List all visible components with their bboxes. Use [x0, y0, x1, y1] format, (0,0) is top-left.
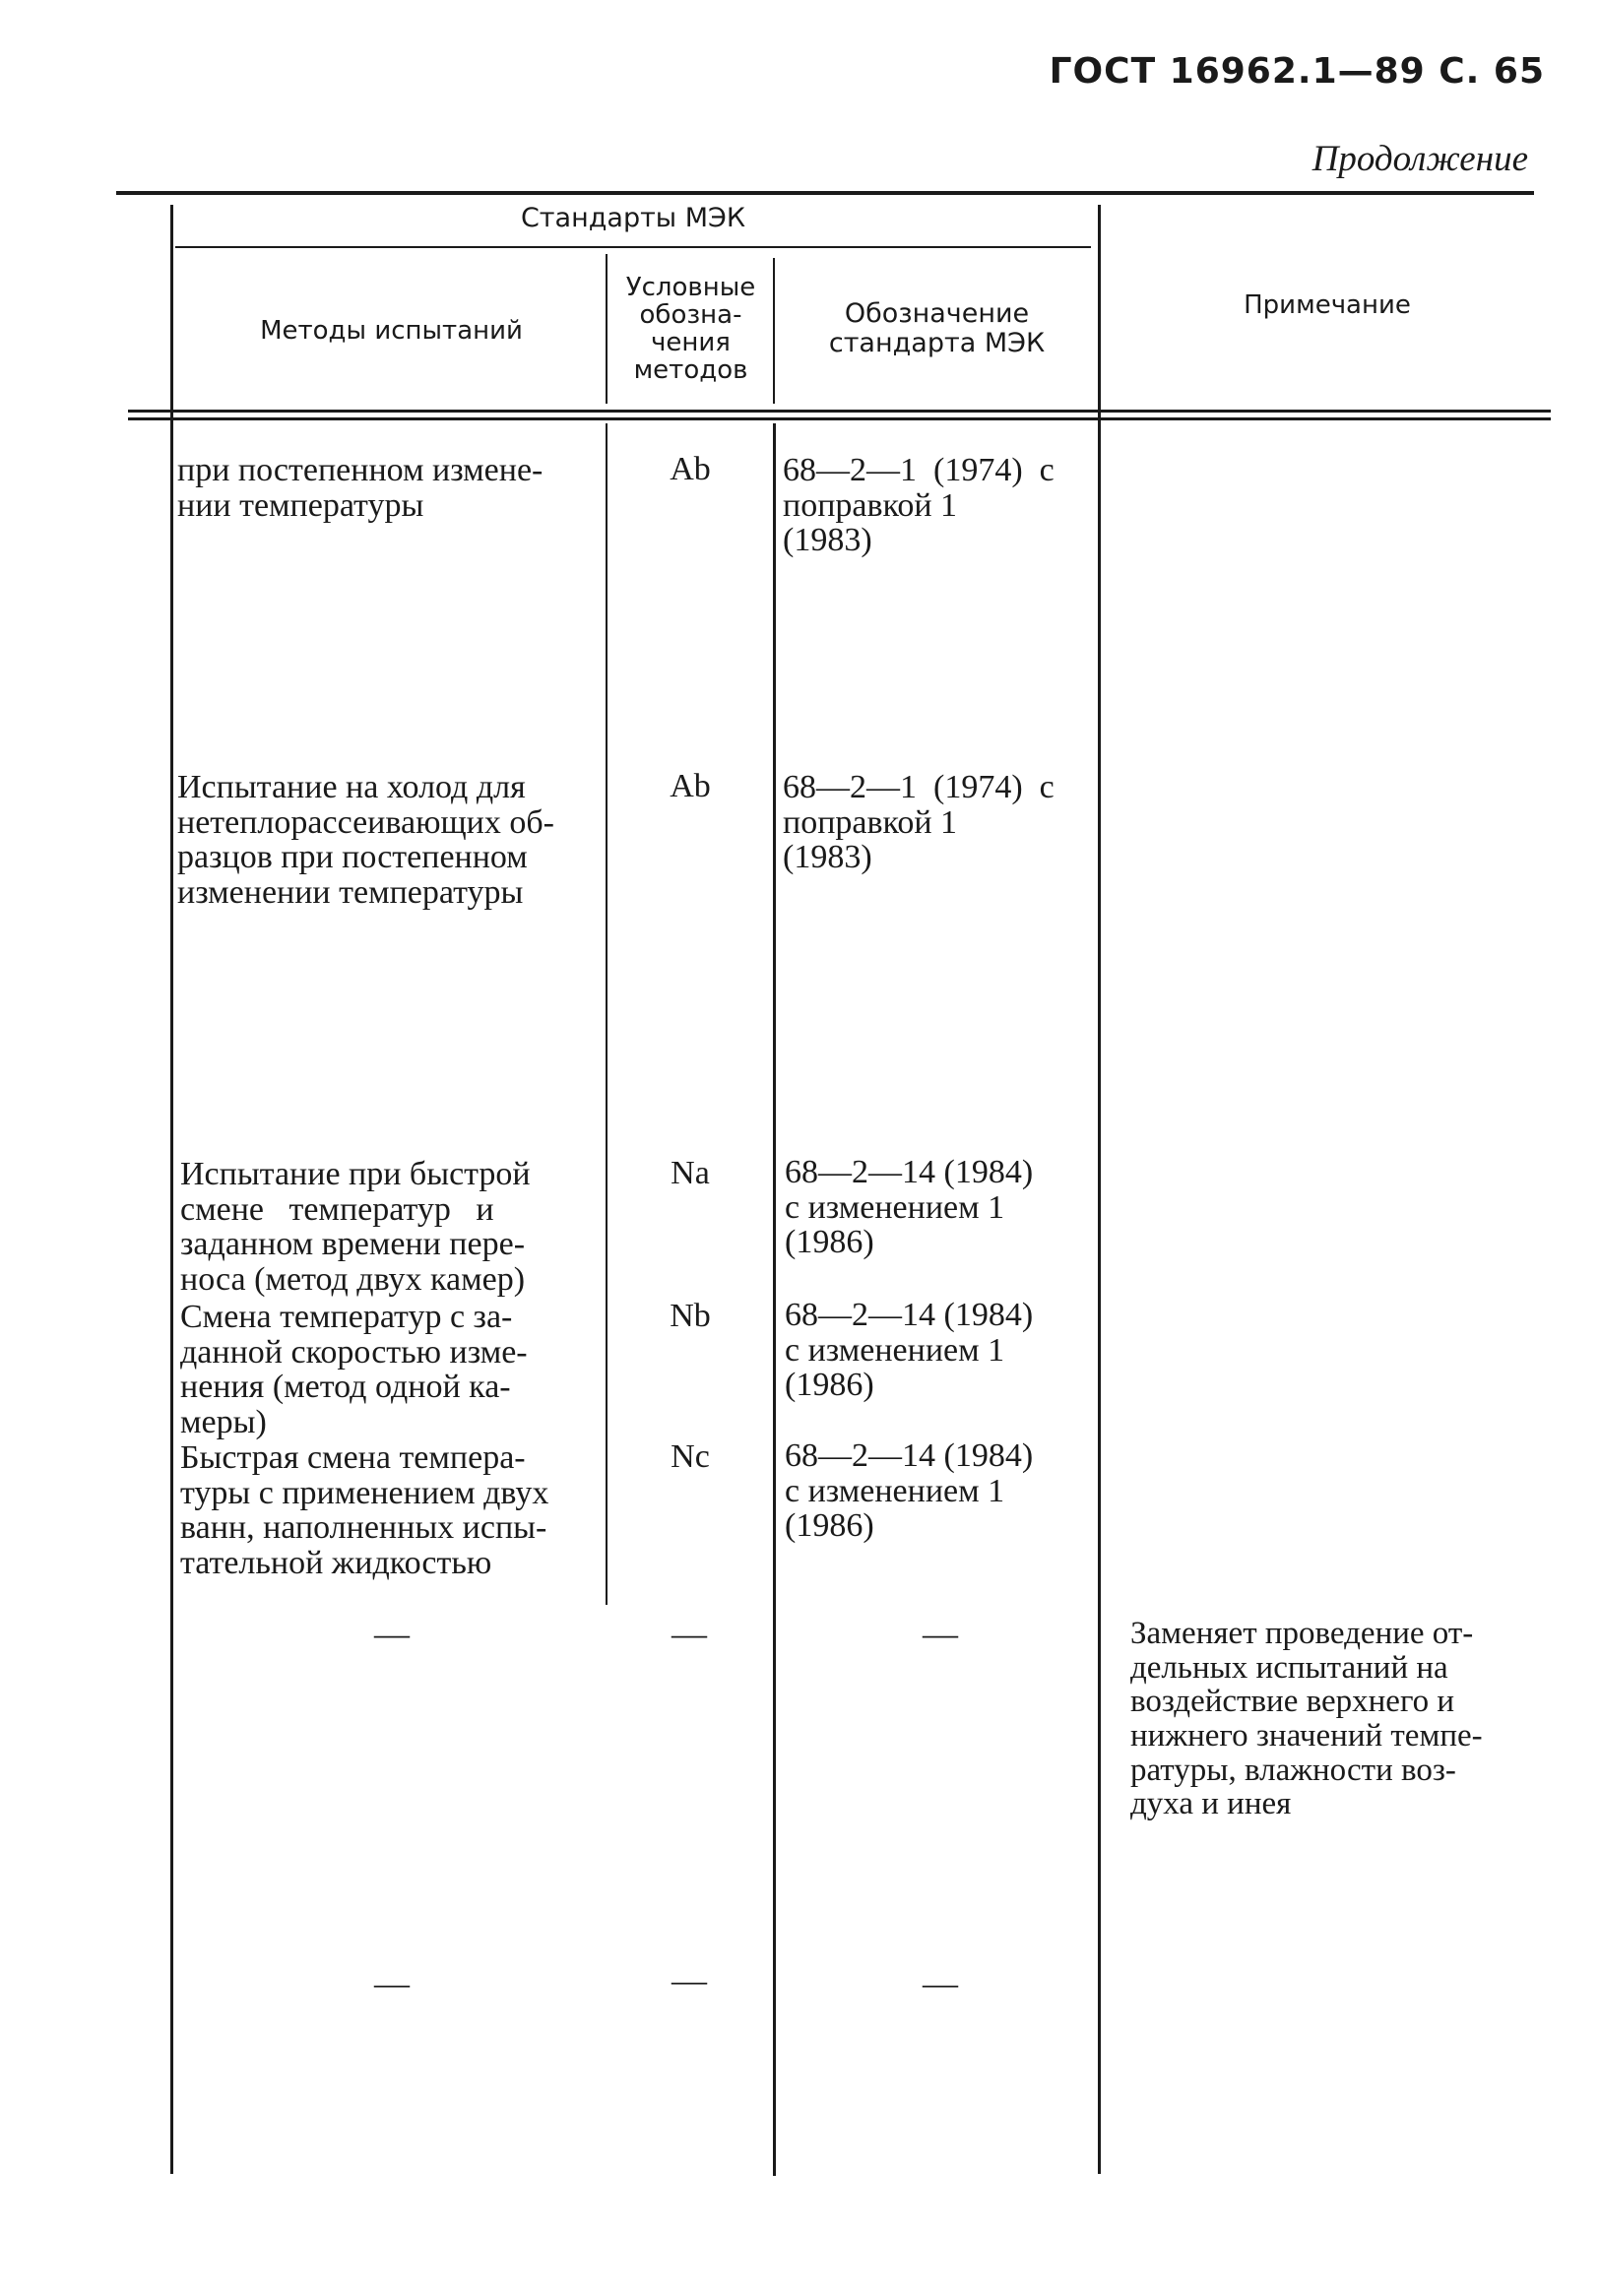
table-row-2-designation: 68—2—1 (1974) с поправкой 1 (1983) — [783, 769, 1055, 876]
table-row-6-note: Заменяет проведение от- дельных испытаний на воздействие верхнего и нижнего значений темпе- ратуры, влажности воз- духа и инея — [1130, 1616, 1483, 1822]
table-row-4-code: Nb — [670, 1298, 711, 1334]
table-row-6-designation: — — [923, 1614, 958, 1653]
column-header-code: Условные обозна- чения методов — [625, 273, 756, 386]
table-row-6-method: — — [374, 1614, 410, 1653]
table-row-7-designation: — — [923, 1963, 958, 2003]
table-row-5-designation: 68—2—14 (1984) с изменением 1 (1986) — [785, 1437, 1034, 1545]
col-divider-1 — [606, 423, 608, 1605]
table-row-4-method: Смена температур с за- данной скоростью изме- нения (метод одной ка- меры) — [180, 1299, 528, 1441]
table-row-7-method: — — [374, 1963, 410, 2003]
table-row-5-code: Nc — [671, 1438, 710, 1475]
table-row-3-method: Испытание при быстрой смене температур и заданном времени пере- носа (метод двух камер) — [180, 1156, 531, 1299]
top-rule — [116, 191, 1534, 195]
table-row-7-code: — — [672, 1960, 707, 2000]
table-row-3-code: Na — [671, 1155, 710, 1191]
table-row-3-designation: 68—2—14 (1984) с изменением 1 (1986) — [785, 1154, 1034, 1261]
column-header-method: Методы испытаний — [260, 316, 523, 346]
column-header-designation: Обозначение стандарта МЭК — [828, 298, 1046, 358]
table-row-4-designation: 68—2—14 (1984) с изменением 1 (1986) — [785, 1297, 1034, 1404]
left-border — [170, 205, 173, 2174]
header-bottom-rule-1 — [128, 410, 1551, 413]
group-header-rule — [175, 246, 1091, 248]
table-row-5-method: Быстрая смена темпера- туры с применением двух ванн, наполненных испы- тательной жидкостью — [180, 1439, 549, 1582]
table-row-1-code: Ab — [670, 451, 711, 487]
header-bottom-rule-2 — [128, 417, 1551, 420]
table-row-1-designation: 68—2—1 (1974) с поправкой 1 (1983) — [783, 452, 1055, 559]
group-header-iec-standards: Стандарты МЭК — [520, 203, 746, 233]
table-row-6-code: — — [672, 1614, 707, 1653]
page-number-header: ГОСТ 16962.1—89 С. 65 — [1049, 51, 1545, 92]
column-header-note: Примечание — [1244, 290, 1411, 320]
continuation-label: Продолжение — [1311, 139, 1528, 179]
table-row-2-method: Испытание на холод для нетеплорассеивающих об- разцов при постепенном изменении температуры — [177, 769, 554, 912]
col-divider-1-header — [606, 254, 608, 404]
col-divider-2-header — [773, 258, 775, 404]
table-row-1-method: при постепенном измене- нии температуры — [177, 452, 544, 524]
table-row-2-code: Ab — [670, 768, 711, 804]
